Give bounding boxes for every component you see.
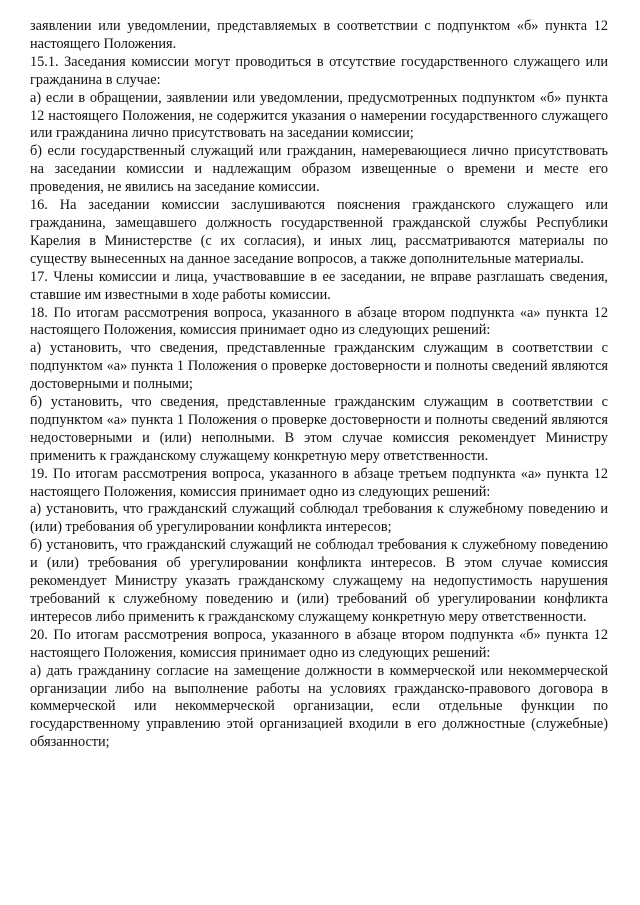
paragraph-18: 18. По итогам рассмотрения вопроса, указанного в абзаце втором подпункта «а» пункта 12 настоящего Положения, комиссия принимает одно из следующих решений: — [30, 304, 608, 339]
paragraph-18-a: а) установить, что сведения, представленные гражданским служащим в соответствии с подпунктом «а» пункта 1 Положения о проверке достоверности и полноты сведений являются достоверными и полными; — [30, 340, 608, 393]
paragraph-15-1-b: б) если государственный служащий или гражданин, намеревающиеся лично присутствовать на заседании комиссии и надлежащим образом извещенные о времени и месте его проведения, не явились на заседание комиссии. — [30, 143, 608, 196]
paragraph-18-b: б) установить, что сведения, представленные гражданским служащим в соответствии с подпунктом «а» пункта 1 Положения о проверке достоверности и полноты сведений являются недостоверными и (или) неполными. В этом случае комиссия рекомендует Министру применить к гражданскому служащему конкретную меру ответственности. — [30, 394, 608, 464]
paragraph-19-b: б) установить, что гражданский служащий не соблюдал требования к служебному поведению и (или) требования об урегулировании конфликта интересов. В этом случае комиссия рекомендует Министру указать гражданскому служащему на недопустимость нарушения требований к служебному поведению и (или) требований об урегулировании конфликта интересов либо применить к гражданскому служащему конкретную меру ответственности. — [30, 537, 608, 625]
paragraph-19-a: а) установить, что гражданский служащий соблюдал требования к служебному поведению и (или) требования об урегулировании конфликта интересов; — [30, 501, 608, 536]
paragraph-16: 16. На заседании комиссии заслушиваются пояснения гражданского служащего или гражданина, замещавшего должность государственной гражданской службы Республики Карелия в Министерстве (с их согласия), и иных лиц, рассматриваются материалы по существу вынесенных на данное заседание вопросов, а также дополнительные материалы. — [30, 197, 608, 267]
paragraph-20: 20. По итогам рассмотрения вопроса, указанного в абзаце втором подпункта «б» пункта 12 настоящего Положения, комиссия принимает одно из следующих решений: — [30, 626, 608, 661]
document-page — [30, 18, 608, 752]
paragraph-17: 17. Члены комиссии и лица, участвовавшие в ее заседании, не вправе разглашать сведения, ставшие им известными в ходе работы комиссии. — [30, 268, 608, 303]
paragraph-continuation: заявлении или уведомлении, представляемых в соответствии с подпунктом «б» пункта 12 настоящего Положения. — [30, 18, 608, 52]
paragraph-15-1-a: а) если в обращении, заявлении или уведомлении, предусмотренных подпунктом «б» пункта 12 настоящего Положения, не содержится указания о намерении государственного служащего или гражданина лично присутствовать на заседании комиссии; — [30, 89, 608, 142]
paragraph-15-1: 15.1. Заседания комиссии могут проводиться в отсутствие государственного служащего или гражданина в случае: — [30, 53, 608, 88]
paragraph-20-a: а) дать гражданину согласие на замещение должности в коммерческой или некоммерческой организации либо на выполнение работы на условиях гражданско-правового договора в коммерческой или некоммерческой организации, если отдельные функции по государственному управлению этой организацией входили в его должностные (служебные) обязанности; — [30, 662, 608, 751]
paragraph-19: 19. По итогам рассмотрения вопроса, указанного в абзаце третьем подпункта «а» пункта 12 настоящего Положения, комиссия принимает одно из следующих решений: — [30, 465, 608, 500]
